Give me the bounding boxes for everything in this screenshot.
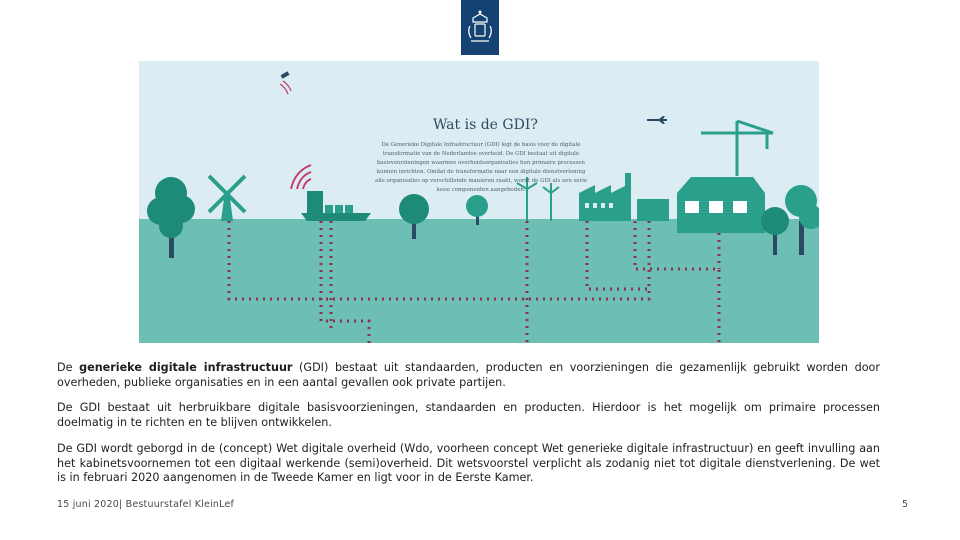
rijksoverheid-logo bbox=[461, 0, 499, 55]
paragraph-3: De GDI wordt geborgd in de (concept) Wet digitale overheid (Wdo, voorheen concept Wet generieke digitale infrastructuur) en geeft invulling aan het kabinetsvoornemen tot een digitaal werkende (semi)overheid. Dit wetsvoorstel verplicht als zodanig niet tot digitale dienstverlening. De wet is in februari 2020 aangenomen in de Tweede Kamer en ligt voor in de Eerste Kamer. bbox=[57, 442, 880, 484]
building-icon bbox=[677, 177, 765, 233]
ground bbox=[139, 219, 819, 343]
page-number: 5 bbox=[902, 499, 909, 510]
paragraph-1-prefix: De bbox=[57, 361, 80, 374]
illustration-body: De Generieke Digitale Infrastructuur (GDI) legt de basis voor de digitale transformatie van de Nederlandse overheid. De GDI bestaat uit digitale basisvoorzieningen waarmee overheidsorganisaties hun primaire processen kunnen inrichten. Omdat de transformatie naar een digitale dienstverlening alle organisaties op verschillende manieren raakt, wordt de GDI als een serie losse componenten aangeboden. bbox=[374, 142, 587, 193]
paragraph-2: De GDI bestaat uit herbruikbare digitale basisvoorzieningen, standaarden en producten. Hierdoor is het mogelijk om primaire processen doelmatig in te richten en te blijven ontwikkelen. bbox=[57, 401, 880, 429]
paragraph-1 bbox=[57, 361, 880, 390]
paragraph-1-rest: (GDI) bestaat uit standaarden, producten en voorzieningen die gezamenlijk gebruikt worden door overheden, publieke organisaties en in een aantal gevallen ook private partijen. bbox=[57, 361, 880, 389]
footer-date-event: 15 juni 2020| Bestuurstafel KleinLef bbox=[57, 499, 235, 510]
gdi-illustration bbox=[139, 61, 819, 343]
rijksoverheid-coat-of-arms-icon bbox=[461, 0, 499, 55]
illustration-title: Wat is de GDI? bbox=[433, 117, 538, 133]
paragraph-1-bold: generieke digitale infrastructuur bbox=[79, 361, 293, 374]
